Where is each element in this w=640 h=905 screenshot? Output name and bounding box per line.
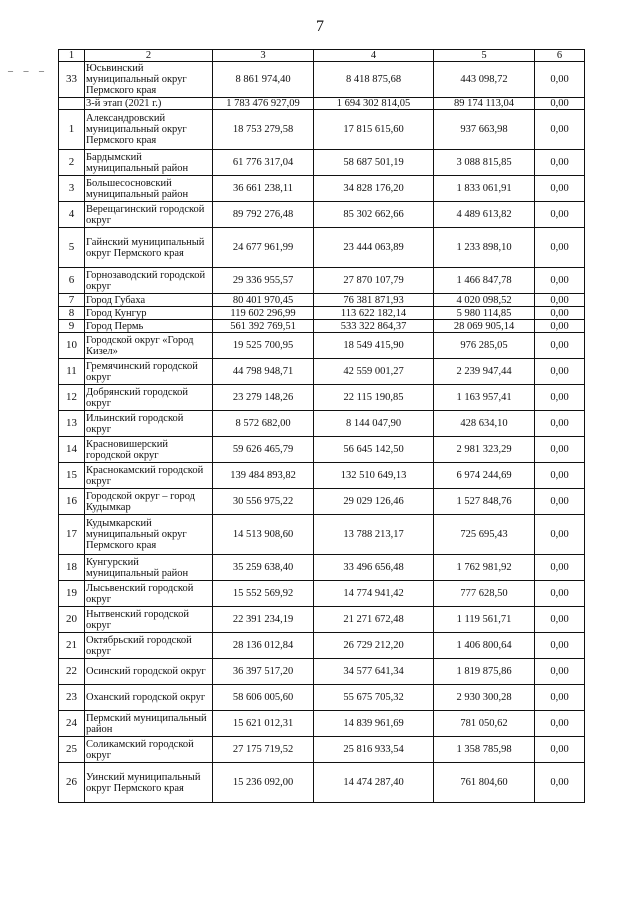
column-3-value-cell: 8 861 974,40 — [213, 62, 314, 98]
column-3-value-cell: 23 279 148,26 — [213, 385, 314, 411]
table-row — [59, 294, 585, 307]
table-row — [59, 685, 585, 711]
table-row — [59, 333, 585, 359]
row-number-cell: 24 — [59, 711, 85, 737]
municipality-name-cell: Александровский муниципальный округ Пермского края — [85, 110, 213, 150]
column-6-value-cell: 0,00 — [535, 228, 585, 268]
header-cell: 2 — [85, 50, 213, 62]
municipality-name-cell: Кудымкарский муниципальный округ Пермского края — [85, 515, 213, 555]
row-number-cell: 22 — [59, 659, 85, 685]
column-6-value-cell: 0,00 — [535, 110, 585, 150]
column-5-value-cell: 4 489 613,82 — [434, 202, 535, 228]
margin-mark: – – – — [8, 66, 48, 77]
table-row — [59, 581, 585, 607]
column-6-value-cell: 0,00 — [535, 294, 585, 307]
municipality-name-cell: Добрянский городской округ — [85, 385, 213, 411]
column-5-value-cell: 725 695,43 — [434, 515, 535, 555]
column-6-value-cell: 0,00 — [535, 202, 585, 228]
column-5-value-cell: 4 020 098,52 — [434, 294, 535, 307]
table-row — [59, 202, 585, 228]
column-3-value-cell: 24 677 961,99 — [213, 228, 314, 268]
municipality-name-cell: Ильинский городской округ — [85, 411, 213, 437]
column-4-value-cell: 533 322 864,37 — [314, 320, 434, 333]
municipality-name-cell: Город Кунгур — [85, 307, 213, 320]
column-6-value-cell: 0,00 — [535, 489, 585, 515]
row-number-cell: 2 — [59, 150, 85, 176]
column-6-value-cell: 0,00 — [535, 333, 585, 359]
row-number-cell: 6 — [59, 268, 85, 294]
column-3-value-cell: 80 401 970,45 — [213, 294, 314, 307]
header-cell: 1 — [59, 50, 85, 62]
column-4-value-cell: 8 144 047,90 — [314, 411, 434, 437]
table-row — [59, 763, 585, 803]
column-3-value-cell: 27 175 719,52 — [213, 737, 314, 763]
column-5-value-cell: 1 527 848,76 — [434, 489, 535, 515]
column-3-value-cell: 1 783 476 927,09 — [213, 98, 314, 110]
column-4-value-cell: 14 839 961,69 — [314, 711, 434, 737]
column-3-value-cell: 119 602 296,99 — [213, 307, 314, 320]
municipality-name-cell: Бардымский муниципальный район — [85, 150, 213, 176]
table-row — [59, 385, 585, 411]
table-body — [59, 50, 585, 803]
column-4-value-cell: 14 774 941,42 — [314, 581, 434, 607]
table-row — [59, 320, 585, 333]
column-6-value-cell: 0,00 — [535, 763, 585, 803]
column-5-value-cell: 761 804,60 — [434, 763, 535, 803]
column-5-value-cell: 443 098,72 — [434, 62, 535, 98]
row-number-cell: 13 — [59, 411, 85, 437]
column-4-value-cell: 55 675 705,32 — [314, 685, 434, 711]
table-row — [59, 633, 585, 659]
column-3-value-cell: 61 776 317,04 — [213, 150, 314, 176]
column-4-value-cell: 26 729 212,20 — [314, 633, 434, 659]
municipality-name-cell: Октябрьский городской округ — [85, 633, 213, 659]
table-row — [59, 515, 585, 555]
column-4-value-cell: 85 302 662,66 — [314, 202, 434, 228]
row-number-cell: 33 — [59, 62, 85, 98]
column-5-value-cell: 89 174 113,04 — [434, 98, 535, 110]
column-6-value-cell: 0,00 — [535, 359, 585, 385]
column-4-value-cell: 17 815 615,60 — [314, 110, 434, 150]
column-5-value-cell: 777 628,50 — [434, 581, 535, 607]
column-4-value-cell: 18 549 415,90 — [314, 333, 434, 359]
column-5-value-cell: 937 663,98 — [434, 110, 535, 150]
table-row — [59, 489, 585, 515]
table-row — [59, 268, 585, 294]
column-6-value-cell: 0,00 — [535, 633, 585, 659]
column-5-value-cell: 1 833 061,91 — [434, 176, 535, 202]
column-6-value-cell: 0,00 — [535, 176, 585, 202]
municipality-name-cell: Соликамский городской округ — [85, 737, 213, 763]
column-5-value-cell: 428 634,10 — [434, 411, 535, 437]
column-3-value-cell: 58 606 005,60 — [213, 685, 314, 711]
column-4-value-cell: 21 271 672,48 — [314, 607, 434, 633]
column-4-value-cell: 33 496 656,48 — [314, 555, 434, 581]
column-6-value-cell: 0,00 — [535, 150, 585, 176]
column-6-value-cell: 0,00 — [535, 268, 585, 294]
column-3-value-cell: 44 798 948,71 — [213, 359, 314, 385]
municipality-name-cell: Осинский городской округ — [85, 659, 213, 685]
municipality-name-cell: Городской округ – город Кудымкар — [85, 489, 213, 515]
column-4-value-cell: 14 474 287,40 — [314, 763, 434, 803]
budget-table — [58, 49, 585, 803]
column-3-value-cell: 15 621 012,31 — [213, 711, 314, 737]
row-number-cell: 7 — [59, 294, 85, 307]
municipality-name-cell: Городской округ «Город Кизел» — [85, 333, 213, 359]
municipality-name-cell: Гайнский муниципальный округ Пермского края — [85, 228, 213, 268]
table-row — [59, 737, 585, 763]
column-3-value-cell: 561 392 769,51 — [213, 320, 314, 333]
municipality-name-cell: Кунгурский муниципальный район — [85, 555, 213, 581]
table-row — [59, 110, 585, 150]
header-cell: 3 — [213, 50, 314, 62]
column-5-value-cell: 781 050,62 — [434, 711, 535, 737]
table-row — [59, 607, 585, 633]
row-number-cell: 19 — [59, 581, 85, 607]
row-number-cell — [59, 98, 85, 110]
row-number-cell: 18 — [59, 555, 85, 581]
header-cell: 4 — [314, 50, 434, 62]
column-3-value-cell: 22 391 234,19 — [213, 607, 314, 633]
municipality-name-cell: Город Губаха — [85, 294, 213, 307]
column-4-value-cell: 34 828 176,20 — [314, 176, 434, 202]
table-row — [59, 176, 585, 202]
row-number-cell: 25 — [59, 737, 85, 763]
row-number-cell: 14 — [59, 437, 85, 463]
table-row — [59, 150, 585, 176]
municipality-name-cell: Город Пермь — [85, 320, 213, 333]
column-3-value-cell: 35 259 638,40 — [213, 555, 314, 581]
column-3-value-cell: 15 552 569,92 — [213, 581, 314, 607]
column-6-value-cell: 0,00 — [535, 98, 585, 110]
municipality-name-cell: Юсьвинский муниципальный округ Пермского края — [85, 62, 213, 98]
row-number-cell: 11 — [59, 359, 85, 385]
municipality-name-cell: Краснокамский городской округ — [85, 463, 213, 489]
municipality-name-cell: 3-й этап (2021 г.) — [85, 98, 213, 110]
municipality-name-cell: Уинский муниципальный округ Пермского края — [85, 763, 213, 803]
municipality-name-cell: Верещагинский городской округ — [85, 202, 213, 228]
column-5-value-cell: 5 980 114,85 — [434, 307, 535, 320]
column-5-value-cell: 2 981 323,29 — [434, 437, 535, 463]
column-6-value-cell: 0,00 — [535, 307, 585, 320]
column-5-value-cell: 1 466 847,78 — [434, 268, 535, 294]
column-5-value-cell: 1 406 800,64 — [434, 633, 535, 659]
row-number-cell: 12 — [59, 385, 85, 411]
row-number-cell: 16 — [59, 489, 85, 515]
column-3-value-cell: 18 753 279,58 — [213, 110, 314, 150]
column-3-value-cell: 19 525 700,95 — [213, 333, 314, 359]
column-5-value-cell: 28 069 905,14 — [434, 320, 535, 333]
column-6-value-cell: 0,00 — [535, 463, 585, 489]
table-row — [59, 307, 585, 320]
column-3-value-cell: 36 397 517,20 — [213, 659, 314, 685]
table-row — [59, 659, 585, 685]
table-row — [59, 411, 585, 437]
row-number-cell: 20 — [59, 607, 85, 633]
page-number: 7 — [316, 18, 324, 35]
table-row — [59, 228, 585, 268]
column-6-value-cell: 0,00 — [535, 659, 585, 685]
column-3-value-cell: 59 626 465,79 — [213, 437, 314, 463]
municipality-name-cell: Красновишерский городской округ — [85, 437, 213, 463]
municipality-name-cell: Горнозаводский городской округ — [85, 268, 213, 294]
column-4-value-cell: 25 816 933,54 — [314, 737, 434, 763]
column-5-value-cell: 1 762 981,92 — [434, 555, 535, 581]
column-5-value-cell: 1 233 898,10 — [434, 228, 535, 268]
column-3-value-cell: 8 572 682,00 — [213, 411, 314, 437]
row-number-cell: 10 — [59, 333, 85, 359]
header-cell: 5 — [434, 50, 535, 62]
row-number-cell: 17 — [59, 515, 85, 555]
column-6-value-cell: 0,00 — [535, 607, 585, 633]
row-number-cell: 5 — [59, 228, 85, 268]
column-3-value-cell: 14 513 908,60 — [213, 515, 314, 555]
column-4-value-cell: 113 622 182,14 — [314, 307, 434, 320]
column-4-value-cell: 76 381 871,93 — [314, 294, 434, 307]
row-number-cell: 3 — [59, 176, 85, 202]
column-6-value-cell: 0,00 — [535, 711, 585, 737]
column-3-value-cell: 29 336 955,57 — [213, 268, 314, 294]
column-4-value-cell: 132 510 649,13 — [314, 463, 434, 489]
column-4-value-cell: 13 788 213,17 — [314, 515, 434, 555]
column-6-value-cell: 0,00 — [535, 62, 585, 98]
column-6-value-cell: 0,00 — [535, 581, 585, 607]
municipality-name-cell: Лысьвенский городской округ — [85, 581, 213, 607]
table-header-row — [59, 50, 585, 62]
column-6-value-cell: 0,00 — [535, 385, 585, 411]
column-6-value-cell: 0,00 — [535, 411, 585, 437]
column-3-value-cell: 36 661 238,11 — [213, 176, 314, 202]
municipality-name-cell: Пермский муниципальный район — [85, 711, 213, 737]
column-6-value-cell: 0,00 — [535, 685, 585, 711]
table-row — [59, 555, 585, 581]
column-4-value-cell: 22 115 190,85 — [314, 385, 434, 411]
row-number-cell: 4 — [59, 202, 85, 228]
column-5-value-cell: 6 974 244,69 — [434, 463, 535, 489]
column-4-value-cell: 8 418 875,68 — [314, 62, 434, 98]
column-5-value-cell: 976 285,05 — [434, 333, 535, 359]
row-number-cell: 9 — [59, 320, 85, 333]
row-number-cell: 23 — [59, 685, 85, 711]
municipality-name-cell: Нытвенский городской округ — [85, 607, 213, 633]
column-5-value-cell: 1 358 785,98 — [434, 737, 535, 763]
column-3-value-cell: 15 236 092,00 — [213, 763, 314, 803]
column-5-value-cell: 2 930 300,28 — [434, 685, 535, 711]
municipality-name-cell: Оханский городской округ — [85, 685, 213, 711]
column-3-value-cell: 139 484 893,82 — [213, 463, 314, 489]
column-4-value-cell: 23 444 063,89 — [314, 228, 434, 268]
table-row — [59, 437, 585, 463]
column-6-value-cell: 0,00 — [535, 437, 585, 463]
column-4-value-cell: 42 559 001,27 — [314, 359, 434, 385]
row-number-cell: 26 — [59, 763, 85, 803]
column-5-value-cell: 3 088 815,85 — [434, 150, 535, 176]
table-row — [59, 711, 585, 737]
column-3-value-cell: 30 556 975,22 — [213, 489, 314, 515]
header-cell: 6 — [535, 50, 585, 62]
column-4-value-cell: 1 694 302 814,05 — [314, 98, 434, 110]
column-3-value-cell: 28 136 012,84 — [213, 633, 314, 659]
row-number-cell: 21 — [59, 633, 85, 659]
row-number-cell: 1 — [59, 110, 85, 150]
row-number-cell: 8 — [59, 307, 85, 320]
municipality-name-cell: Гремячинский городской округ — [85, 359, 213, 385]
column-4-value-cell: 29 029 126,46 — [314, 489, 434, 515]
municipality-name-cell: Большесосновский муниципальный район — [85, 176, 213, 202]
column-3-value-cell: 89 792 276,48 — [213, 202, 314, 228]
column-4-value-cell: 27 870 107,79 — [314, 268, 434, 294]
column-4-value-cell: 34 577 641,34 — [314, 659, 434, 685]
column-4-value-cell: 58 687 501,19 — [314, 150, 434, 176]
table-row — [59, 62, 585, 98]
column-6-value-cell: 0,00 — [535, 737, 585, 763]
table-row — [59, 98, 585, 110]
column-5-value-cell: 1 163 957,41 — [434, 385, 535, 411]
table-row — [59, 463, 585, 489]
column-4-value-cell: 56 645 142,50 — [314, 437, 434, 463]
column-6-value-cell: 0,00 — [535, 555, 585, 581]
table-row — [59, 359, 585, 385]
column-6-value-cell: 0,00 — [535, 515, 585, 555]
row-number-cell: 15 — [59, 463, 85, 489]
column-5-value-cell: 1 119 561,71 — [434, 607, 535, 633]
column-5-value-cell: 2 239 947,44 — [434, 359, 535, 385]
column-5-value-cell: 1 819 875,86 — [434, 659, 535, 685]
column-6-value-cell: 0,00 — [535, 320, 585, 333]
